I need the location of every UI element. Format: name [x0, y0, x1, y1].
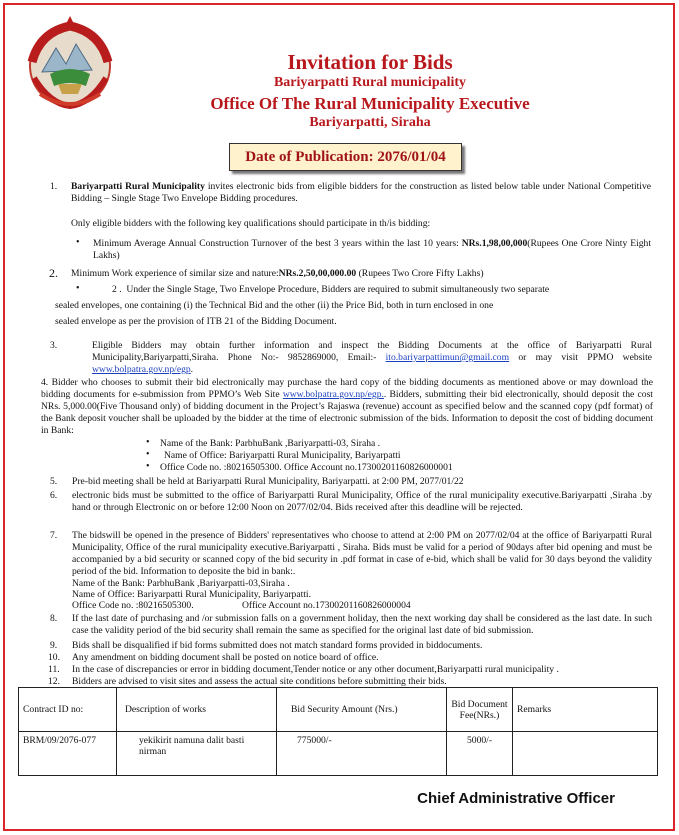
header-document-fee: Bid Document Fee(NRs.) [447, 688, 513, 732]
item-4-body-2: . Bidders, submitting their bid electronically, should deposit the cost NRs. 5,000.00(Five Thousand only) of bidding document in the Project’s Rajaswa (revenue) account as specified below and the scanned copy (pdf format) of the Bank deposit voucher shall be uploaded by the bidder at the time of electronic submission of the bids. Information to deposit the cost of bidding document in Bank: [41, 389, 653, 436]
bullet-dot: • [76, 283, 80, 294]
cell-remarks [513, 732, 658, 776]
item-9-number: 9. [50, 640, 58, 651]
item-9-text: Bids shall be disqualified if bid forms submitted does not match standard forms provided in biddocuments. [72, 640, 483, 651]
publication-date: Date of Publication: 2076/01/04 [229, 143, 462, 171]
cell-document-fee: 5000/- [447, 732, 513, 776]
experience-words: (Rupees Two Crore Fifty Lakhs) [356, 268, 484, 279]
bid-bank-name: Name of the Bank: ParbhuBank ,Bariyarpatti-03,Siraha . [72, 578, 290, 589]
item-2-text [71, 268, 651, 280]
email-link[interactable]: ito.bariyarpattimun@gmail.com [385, 352, 510, 363]
item-2-line-2: sealed envelopes, one containing (i) the Technical Bid and the other (ii) the Price Bid, both in turn enclosed in one [55, 300, 494, 311]
item-11-number: 11. [48, 664, 60, 675]
item-4-body: 4. Bidder who chooses to submit their bid electronically may purchase the hard copy of the bidding documents as mentioned above or may download the bidding documents for e-submission from PPMO’s Web Site [41, 377, 653, 400]
item-2-sub [112, 284, 657, 296]
item-3-end: . [190, 364, 194, 375]
header-remarks: Remarks [513, 688, 658, 732]
contract-table [18, 687, 658, 776]
item-3-body: Eligible Bidders may obtain further information and inspect the Bidding Documents at the office of Bariyarpatti Rural Municipality,Bariyarpatti,Siraha. Phone No:- 9852869000, Email:- [92, 340, 652, 363]
municipality-name: Bariyarpatti Rural municipality [273, 75, 467, 90]
item-7-text: The bidswill be opened in the presence of Bidders' representatives who choose to attend at 2:00 PM on 2077/02/04 at the office of Bariyarpatti Rural Municipality, Office of the rural municipality executive.Bariyarpatti , Siraha. Bids must be valid for a period of 90days after bid opening and must be accompanied by a bid security or scanned copy of the bid security in .pdf format in case of e-bid, which shall be valid for 30 days beyond the validity period of the bid. Information to deposite the bid in bank:. [72, 530, 652, 577]
item-2-sub-number: 2 . [112, 284, 122, 295]
item-12-number: 12. [48, 676, 60, 687]
item-2-line-3: sealed envelope as per the provision of ITB 21 of the Bidding Document. [55, 316, 337, 327]
header-bid-security: Bid Security Amount (Nrs.) [277, 688, 447, 732]
bullet-dot: • [146, 437, 150, 448]
cell-bid-security: 775000/- [277, 732, 447, 776]
cell-contract-id: BRM/09/2076-077 [19, 732, 117, 776]
cell-description: yekikirit namuna dalit basti nirman [117, 732, 277, 776]
bid-office-name: Name of Office: Bariyarpatti Rural Municipality, Bariyarpatti. [72, 589, 311, 600]
office-name: Office Of The Rural Municipality Executive [210, 94, 530, 113]
item-3-text [92, 340, 652, 376]
item-6-number: 6. [50, 490, 58, 501]
website-link[interactable]: www.bolpatra.gov.np/egp. [282, 389, 384, 400]
header-description: Description of works [117, 688, 277, 732]
office-name-bank: Name of Office: Bariyarpatti Rural Municipality, Bariyarpatti [164, 450, 401, 461]
item-7-number: 7. [50, 530, 58, 541]
office-code: Office Code no. :80216505300. Office Account no.17300201160826000001 [160, 462, 453, 473]
bullet-dot: • [146, 461, 150, 472]
item-6-text: electronic bids must be submitted to the office of Bariyarpatti Rural Municipality, Office of the rural municipality executive.Bariyarpatti ,Siraha .by hand or through Electronic on or before 12:00 Noon on 2077/02/04. Bids received after this deadline will be rejected. [72, 490, 652, 513]
item-1-number: 1. [50, 181, 58, 192]
location: Bariyarpatti, Siraha [309, 115, 431, 130]
table-row [19, 732, 658, 776]
item-1-bold: Bariyarpatti Rural Municipality [71, 181, 205, 192]
item-11-text: In the case of discrepancies or error in bidding document,Tender notice or any other document,Bariyarpatti rural municipality . [72, 664, 559, 675]
item-3-mid: or may visit PPMO website [509, 352, 652, 363]
item-12-text: Bidders are advised to visit sites and assess the actual site conditions before submitting their bids. [72, 676, 447, 687]
header-contract-id: Contract ID no: [19, 688, 117, 732]
experience-amount: NRs.2,50,00,000.00 [278, 268, 357, 279]
bank-name: Name of the Bank: ParbhuBank ,Bariyarpatti-03, Siraha . [160, 438, 381, 449]
bid-office-code: Office Code no. :80216505300. [72, 600, 194, 611]
nepal-government-emblem [20, 14, 120, 114]
bid-office-account: Office Account no.17300201160826000004 [242, 600, 411, 611]
turnover-amount: NRs.1,98,00,000 [461, 238, 528, 249]
item-10-number: 10. [48, 652, 60, 663]
bullet-dot: • [76, 237, 80, 248]
turnover-text: Minimum Average Annual Construction Turnover of the best 3 years within the last 10 years: [93, 238, 462, 249]
bullet-dot: • [146, 449, 150, 460]
item-2-number: 2. [49, 266, 58, 280]
website-link[interactable]: www.bolpatra.gov.np/egp [92, 364, 191, 375]
item-2-sub-text: Under the Single Stage, Two Envelope Procedure, Bidders are required to submit simultaneously two separate [126, 284, 550, 295]
signature-title: Chief Administrative Officer [417, 790, 615, 807]
item-5-number: 5. [50, 476, 58, 487]
experience-text: Minimum Work experience of similar size and nature: [71, 268, 279, 279]
turnover-words: (Rupees One Crore Ninty Eight Lakhs) [93, 238, 651, 261]
table-header-row [19, 688, 658, 732]
item-8-number: 8. [50, 613, 58, 624]
item-10-text: Any amendment on bidding document shall be posted on notice board of office. [72, 652, 379, 663]
eligibility-note: Only eligible bidders with the following key qualifications should participate in th/is bidding: [71, 218, 431, 229]
item-1-body: invites electronic bids from eligible bidders for the construction as listed below table under National Competitive Bidding – Single Stage Two Envelope Bidding procedures. [71, 181, 652, 204]
item-1-text [71, 181, 651, 205]
item-3-number: 3. [50, 340, 58, 351]
item-5-text: Pre-bid meeting shall be held at Bariyarpatti Rural Municipality, Bariyarpatti. at 2:00 PM, 2077/01/22 [72, 476, 464, 487]
item-8-text: If the last date of purchasing and /or submission falls on a government holiday, then the next working day shall be considered as the last date. In such case the validity period of the bid security shall remain the same as specified for the original last date of bid submission. [72, 613, 652, 636]
invitation-title: Invitation for Bids [287, 50, 453, 74]
turnover-requirement [93, 238, 651, 262]
item-4-text [41, 377, 653, 437]
